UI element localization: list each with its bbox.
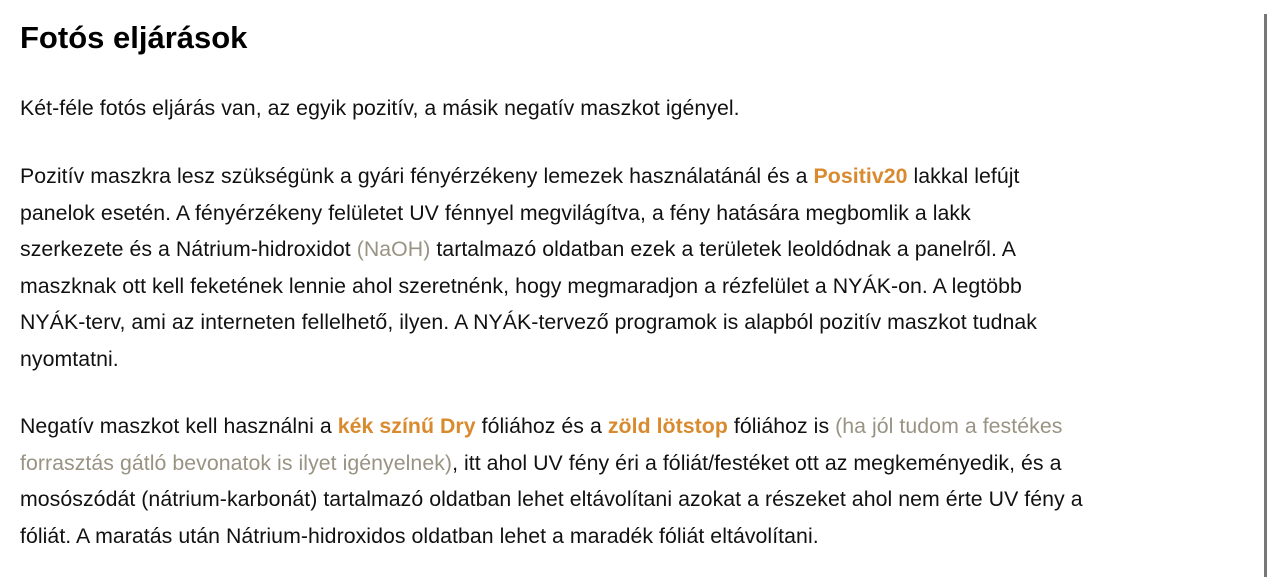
positiv20-link[interactable]: Positiv20: [813, 164, 908, 188]
positive-mask-paragraph: [20, 158, 1037, 378]
negative-line-1: [20, 408, 1083, 445]
negative-line-2-after: , itt ahol UV fény éri a fóliát/festéket ott az megkeményedik, és a: [452, 450, 1062, 475]
scrollbar-edge[interactable]: [1264, 14, 1267, 577]
solder-mask-note-start: (ha jól tudom a festékes: [835, 414, 1063, 438]
negative-line-2: [20, 445, 1083, 482]
positive-line-6: nyomtatni.: [20, 346, 119, 371]
naoh-note: (NaOH): [356, 237, 431, 262]
negative-line-4: fóliát. A maratás után Nátrium-hidroxidos oldatban lehet a maradék fóliát eltávolítani.: [20, 523, 819, 548]
dry-film-link[interactable]: kék színű Dry: [337, 414, 476, 438]
negative-line-1-before: Negatív maszkot kell használni a: [20, 414, 338, 438]
positive-line-3-after: tartalmazó oldatban ezek a területek leoldódnak a panelről. A: [430, 237, 1016, 262]
page-title: Fotós eljárások: [20, 20, 248, 55]
intro-paragraph: Két-féle fotós eljárás van, az egyik pozitív, a másik negatív maszkot igényel.: [20, 96, 740, 120]
positive-line-5: NYÁK-terv, ami az interneten fellelhető, ilyen. A NYÁK-tervező programok is alapból pozitív maszkot tudnak: [20, 310, 1037, 335]
positive-line-3-before: szerkezete és a Nátrium-hidroxidot: [20, 237, 357, 262]
positive-line-4: maszknak ott kell feketének lennie ahol szeretnénk, hogy megmaradjon a rézfelület a NYÁK-on. A legtöbb: [20, 273, 1022, 298]
lotstop-link[interactable]: zöld lötstop: [607, 414, 728, 438]
solder-mask-note-end: forrasztás gátló bevonatok is ilyet igényelnek): [20, 450, 453, 475]
positive-line-3: [20, 231, 1037, 268]
positive-line-1-before: Pozitív maszkra lesz szükségünk a gyári fényérzékeny lemezek használatánál és a: [20, 164, 814, 188]
positive-line-1: [20, 158, 1037, 195]
negative-line-1-middle: fóliához és a: [475, 414, 608, 438]
positive-line-2: panelok esetén. A fényérzékeny felületet UV fénnyel megvilágítva, a fény hatására megbomlik a lakk: [20, 200, 971, 225]
positive-line-1-after: lakkal lefújt: [907, 164, 1020, 188]
right-margin: [1260, 0, 1280, 577]
negative-mask-paragraph: [20, 408, 1083, 554]
negative-line-3: mosószódát (nátrium-karbonát) tartalmazó oldatban lehet eltávolítani azokat a részeket ahol nem érte UV fény a: [20, 487, 1083, 512]
negative-line-1-after: fóliához is: [727, 414, 836, 438]
